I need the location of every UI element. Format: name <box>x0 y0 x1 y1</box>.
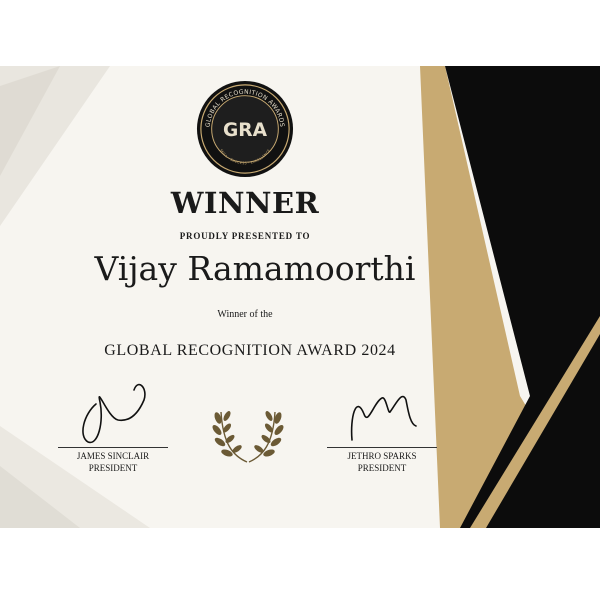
signature-right <box>346 384 426 444</box>
signatory-right-role: PRESIDENT <box>357 463 407 473</box>
gra-seal-icon <box>196 80 294 178</box>
signatory-left <box>58 450 168 474</box>
signature-line-left <box>58 447 168 448</box>
presented-to-label: PROUDLY PRESENTED TO <box>179 231 311 241</box>
svg-text:SKILL · SUCCESS · EXCELLENCE: SKILL · SUCCESS · EXCELLENCE <box>218 148 272 166</box>
award-name: GLOBAL RECOGNITION AWARD 2024 <box>104 342 396 359</box>
signatory-right <box>327 450 437 474</box>
signatory-right-name: JETHRO SPARKS <box>347 451 417 461</box>
recipient-name: Vijay Ramamoorthi <box>94 249 416 288</box>
certificate-title: WINNER <box>170 186 320 220</box>
signature-line-right <box>327 447 437 448</box>
svg-text:GLOBAL RECOGNITION AWARDS: GLOBAL RECOGNITION AWARDS <box>204 88 286 128</box>
laurel-wreath-icon <box>203 406 293 466</box>
winner-of-label: Winner of the <box>217 309 273 320</box>
svg-text:GRA: GRA <box>222 119 268 141</box>
signature-left <box>76 374 166 446</box>
signatory-left-role: PRESIDENT <box>88 463 138 473</box>
certificate <box>0 66 600 528</box>
signatory-left-name: JAMES SINCLAIR <box>76 451 150 461</box>
